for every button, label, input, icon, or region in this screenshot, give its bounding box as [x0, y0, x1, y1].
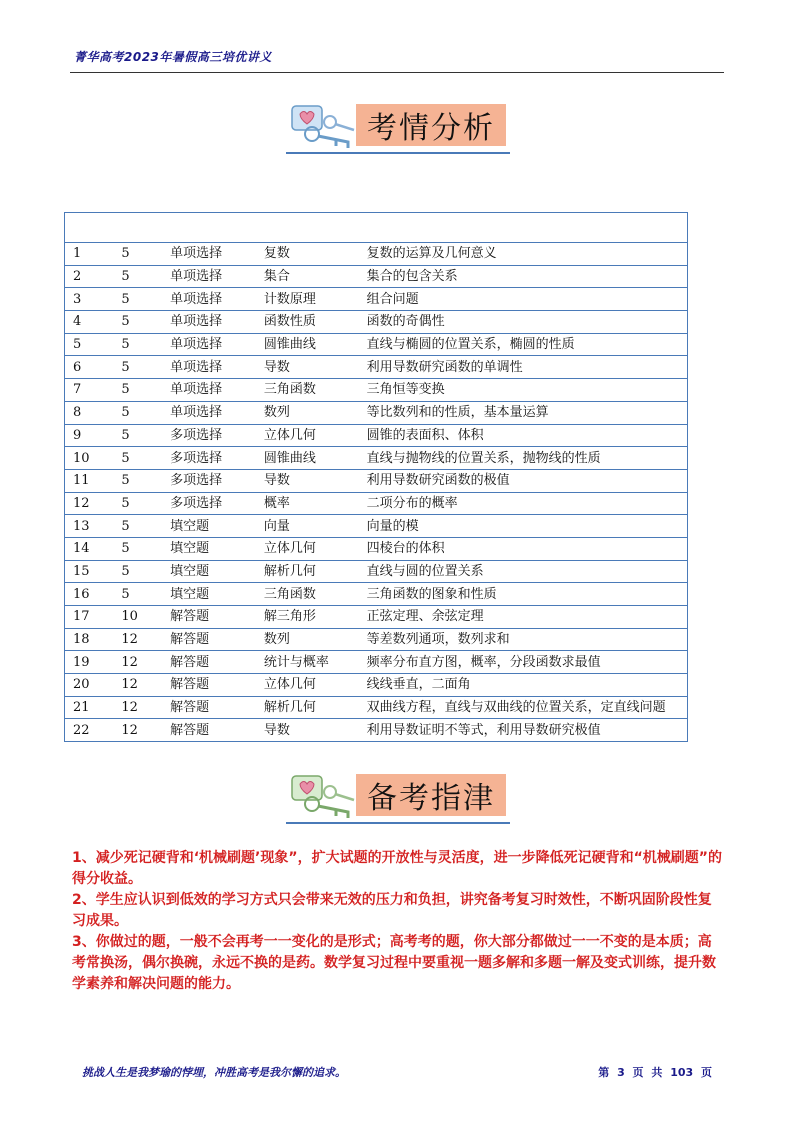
- table-row: [65, 424, 688, 447]
- table-cell: 多项选择: [162, 492, 256, 515]
- table-row: [65, 492, 688, 515]
- table-cell: 5: [65, 333, 114, 356]
- table-cell: 向量的模: [359, 515, 688, 538]
- table-cell: 线线垂直，二面角: [359, 674, 688, 697]
- table-header-cell: [65, 213, 114, 243]
- table-cell: 导数: [256, 719, 359, 742]
- table-cell: 解答题: [162, 696, 256, 719]
- table-cell: 5: [113, 356, 162, 379]
- table-cell: 圆锥曲线: [256, 333, 359, 356]
- table-row: [65, 288, 688, 311]
- table-row: [65, 674, 688, 697]
- advice-paragraph: 1、减少死记硬背和‘机械刷题’现象”，扩大试题的开放性与灵活度，进一步降低死记硬背和“机械刷题”的得分收益。: [72, 850, 722, 887]
- table-cell: 导数: [256, 356, 359, 379]
- table-cell: 12: [113, 674, 162, 697]
- table-cell: 12: [113, 719, 162, 742]
- table-cell: 数列: [256, 628, 359, 651]
- heart-key-icon: [290, 100, 360, 152]
- table-row: [65, 243, 688, 266]
- table-cell: 5: [113, 424, 162, 447]
- exam-analysis-table: [64, 212, 688, 742]
- table-cell: 函数性质: [256, 311, 359, 334]
- table-row: [65, 606, 688, 629]
- table-cell: 10: [65, 447, 114, 470]
- footer-slogan: 挑战人生是我梦瑜的悖埋，冲胜高考是我尔懈的追求。: [82, 1066, 346, 1079]
- advice-paragraph: 2、学生应认识到低效的学习方式只会带来无效的压力和负担，讲究备考复习时效性，不断巩固阶段性复习成果。: [72, 892, 712, 929]
- table-cell: 单项选择: [162, 311, 256, 334]
- table-cell: 5: [113, 469, 162, 492]
- table-cell: 19: [65, 651, 114, 674]
- table-cell: 集合的包含关系: [359, 265, 688, 288]
- table-cell: 6: [65, 356, 114, 379]
- heart-key-icon: [290, 770, 360, 822]
- table-cell: 等差数列通项，数列求和: [359, 628, 688, 651]
- table-cell: 5: [113, 333, 162, 356]
- table-cell: 5: [113, 515, 162, 538]
- table-cell: 填空题: [162, 560, 256, 583]
- table-cell: 四棱台的体积: [359, 537, 688, 560]
- table-row: [65, 379, 688, 402]
- section-banner-analysis: [286, 96, 511, 158]
- table-cell: 函数的奇偶性: [359, 311, 688, 334]
- table-cell: 集合: [256, 265, 359, 288]
- table-cell: 5: [113, 537, 162, 560]
- table-cell: 直线与椭圆的位置关系，椭圆的性质: [359, 333, 688, 356]
- table-cell: 立体几何: [256, 424, 359, 447]
- table-cell: 单项选择: [162, 288, 256, 311]
- table-cell: 向量: [256, 515, 359, 538]
- table-cell: 5: [113, 265, 162, 288]
- table-cell: 立体几何: [256, 537, 359, 560]
- table-cell: 单项选择: [162, 401, 256, 424]
- table-header-row: [65, 213, 688, 243]
- table-row: [65, 311, 688, 334]
- table-cell: 三角函数的图象和性质: [359, 583, 688, 606]
- table-cell: 三角函数: [256, 379, 359, 402]
- table-cell: 12: [65, 492, 114, 515]
- advice-text-block: [72, 848, 724, 995]
- table-cell: 导数: [256, 469, 359, 492]
- table-cell: 多项选择: [162, 424, 256, 447]
- table-cell: 5: [113, 243, 162, 266]
- table-row: [65, 401, 688, 424]
- table-cell: 复数: [256, 243, 359, 266]
- table-row: [65, 696, 688, 719]
- table-cell: 3: [65, 288, 114, 311]
- table-row: [65, 537, 688, 560]
- table-cell: 5: [113, 492, 162, 515]
- table-cell: 解析几何: [256, 560, 359, 583]
- table-cell: 8: [65, 401, 114, 424]
- table-cell: 概率: [256, 492, 359, 515]
- table-cell: 填空题: [162, 537, 256, 560]
- table-cell: 等比数列和的性质，基本量运算: [359, 401, 688, 424]
- table-cell: 频率分布直方图，概率，分段函数求最值: [359, 651, 688, 674]
- table-cell: 单项选择: [162, 333, 256, 356]
- table-cell: 单项选择: [162, 356, 256, 379]
- table-cell: 16: [65, 583, 114, 606]
- table-cell: 组合问题: [359, 288, 688, 311]
- table-header-cell: [359, 213, 688, 243]
- table-cell: 多项选择: [162, 447, 256, 470]
- table-cell: 10: [113, 606, 162, 629]
- table-cell: 5: [113, 311, 162, 334]
- table-cell: 填空题: [162, 515, 256, 538]
- document-header: 菁华高考2023年暑假高三培优讲义: [74, 50, 272, 64]
- table-cell: 22: [65, 719, 114, 742]
- table-cell: 三角函数: [256, 583, 359, 606]
- table-cell: 解析几何: [256, 696, 359, 719]
- table-cell: 双曲线方程，直线与双曲线的位置关系，定直线问题: [359, 696, 688, 719]
- table-cell: 11: [65, 469, 114, 492]
- section-title: 考情分析: [356, 104, 506, 146]
- table-row: [65, 356, 688, 379]
- section-title: 备考指津: [356, 774, 506, 816]
- table-row: [65, 447, 688, 470]
- table-cell: 12: [113, 628, 162, 651]
- section-underline: [286, 822, 510, 824]
- table-cell: 14: [65, 537, 114, 560]
- table-cell: 9: [65, 424, 114, 447]
- table-cell: 5: [113, 583, 162, 606]
- table-row: [65, 628, 688, 651]
- table-cell: 单项选择: [162, 243, 256, 266]
- table-header-cell: [162, 213, 256, 243]
- table-cell: 15: [65, 560, 114, 583]
- table-cell: 解答题: [162, 674, 256, 697]
- table-cell: 21: [65, 696, 114, 719]
- table-cell: 12: [113, 696, 162, 719]
- table-cell: 利用导数研究函数的极值: [359, 469, 688, 492]
- table-cell: 直线与圆的位置关系: [359, 560, 688, 583]
- table-cell: 13: [65, 515, 114, 538]
- table-cell: 解答题: [162, 606, 256, 629]
- table-cell: 2: [65, 265, 114, 288]
- table-cell: 5: [113, 288, 162, 311]
- table-header-cell: [113, 213, 162, 243]
- table-cell: 填空题: [162, 583, 256, 606]
- table-cell: 统计与概率: [256, 651, 359, 674]
- table-header-cell: [256, 213, 359, 243]
- page-number: 第 3 页 共 103 页: [598, 1066, 712, 1079]
- table-row: [65, 583, 688, 606]
- table-cell: 利用导数证明不等式，利用导数研究极值: [359, 719, 688, 742]
- table-cell: 数列: [256, 401, 359, 424]
- table-cell: 直线与抛物线的位置关系，抛物线的性质: [359, 447, 688, 470]
- table-row: [65, 469, 688, 492]
- table-row: [65, 719, 688, 742]
- table-cell: 5: [113, 447, 162, 470]
- table-cell: 解答题: [162, 719, 256, 742]
- table-cell: 单项选择: [162, 265, 256, 288]
- header-divider: [70, 72, 724, 73]
- table-cell: 5: [113, 379, 162, 402]
- table-cell: 17: [65, 606, 114, 629]
- table-cell: 单项选择: [162, 379, 256, 402]
- table-cell: 复数的运算及几何意义: [359, 243, 688, 266]
- table-cell: 利用导数研究函数的单调性: [359, 356, 688, 379]
- table-row: [65, 265, 688, 288]
- table-cell: 4: [65, 311, 114, 334]
- table-cell: 圆锥的表面积、体积: [359, 424, 688, 447]
- table-row: [65, 515, 688, 538]
- table-cell: 5: [113, 560, 162, 583]
- table-cell: 解答题: [162, 651, 256, 674]
- table-cell: 5: [113, 401, 162, 424]
- table-cell: 立体几何: [256, 674, 359, 697]
- table-row: [65, 560, 688, 583]
- table-cell: 12: [113, 651, 162, 674]
- advice-paragraph: 3、你做过的题，一般不会再考一一变化的是形式；高考考的题，你大部分都做过一一不变的是本质；高考常换汤，偶尔换碗，永远不换的是药。数学复习过程中要重视一题多解和多题一解及变式训练，提升数学素养和解决问题的能力。: [72, 934, 716, 992]
- table-cell: 18: [65, 628, 114, 651]
- table-cell: 正弦定理、余弦定理: [359, 606, 688, 629]
- table-row: [65, 651, 688, 674]
- table-cell: 三角恒等变换: [359, 379, 688, 402]
- table-cell: 计数原理: [256, 288, 359, 311]
- table-cell: 解答题: [162, 628, 256, 651]
- section-underline: [286, 152, 510, 154]
- table-cell: 多项选择: [162, 469, 256, 492]
- table-cell: 1: [65, 243, 114, 266]
- table-cell: 圆锥曲线: [256, 447, 359, 470]
- table-cell: 解三角形: [256, 606, 359, 629]
- table-cell: 20: [65, 674, 114, 697]
- table-cell: 7: [65, 379, 114, 402]
- section-banner-guidance: [286, 766, 511, 828]
- table-cell: 二项分布的概率: [359, 492, 688, 515]
- table-row: [65, 333, 688, 356]
